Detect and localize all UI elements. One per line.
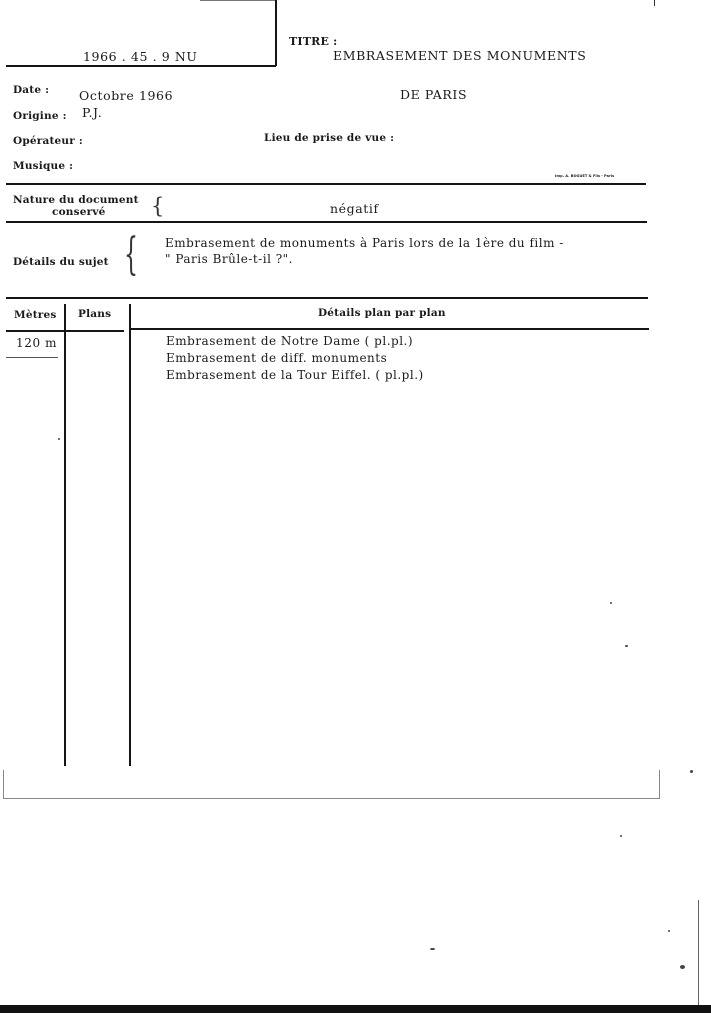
date-value: Octobre 1966 — [79, 88, 174, 103]
table-header-underline-right — [130, 328, 649, 330]
card-left-edge — [3, 770, 4, 798]
scan-speck — [610, 602, 612, 604]
divider-fields — [6, 183, 646, 185]
detail-row-1: Embrasement de Notre Dame ( pl.pl.) — [166, 334, 414, 348]
col-divider-1 — [64, 304, 66, 766]
metres-value: 120 m — [16, 336, 58, 350]
detail-row-3: Embrasement de la Tour Eiffel. ( pl.pl.) — [166, 368, 424, 382]
titre-label: TITRE : — [289, 35, 338, 48]
col-header-plans: Plans — [78, 308, 112, 320]
nature-value: négatif — [330, 201, 379, 216]
sujet-line-2: " Paris Brûle-t-il ?". — [165, 252, 293, 266]
titre-line-1: EMBRASEMENT DES MONUMENTS — [333, 48, 587, 63]
card-right-edge — [659, 770, 660, 798]
titre-line-2: DE PARIS — [400, 87, 468, 102]
origine-label: Origine : — [13, 110, 67, 122]
origine-value: P.J. — [82, 105, 103, 120]
lieu-label: Lieu de prise de vue : — [264, 132, 395, 144]
scan-speck — [620, 835, 622, 837]
divider-nature — [6, 221, 647, 223]
imprint-text: Imp. A. BOGUET & Fils - Paris — [555, 174, 615, 178]
col-header-metres: Mètres — [14, 309, 57, 321]
sujet-line-1: Embrasement de monuments à Paris lors de la 1ère du film - — [165, 236, 564, 250]
corner-tick — [654, 0, 655, 6]
detail-row-2: Embrasement de diff. monuments — [166, 351, 388, 365]
scan-speck — [430, 948, 435, 950]
col-header-details: Détails plan par plan — [318, 307, 446, 319]
header-top-line — [200, 0, 275, 1]
nature-brace: { — [151, 194, 165, 218]
nature-label-line-1: Nature du document — [13, 194, 139, 206]
col-divider-2 — [129, 304, 131, 766]
page-right-edge — [698, 900, 699, 1005]
date-label: Date : — [13, 84, 50, 96]
header-left-border — [275, 0, 277, 66]
sujet-brace: { — [124, 229, 138, 280]
reference-number: 1966 . 45 . 9 NU — [83, 49, 198, 64]
scan-speck — [668, 930, 670, 932]
header-bottom-line — [6, 65, 276, 67]
nature-label-line-2: conservé — [52, 206, 106, 218]
sujet-label: Détails du sujet — [13, 256, 109, 268]
scan-speck — [690, 770, 693, 773]
divider-sujet — [6, 297, 648, 299]
scan-speck — [58, 438, 60, 440]
musique-label: Musique : — [13, 160, 74, 172]
page-bottom-edge — [0, 1005, 711, 1013]
metres-underline — [6, 357, 58, 358]
card-bottom-edge — [3, 798, 660, 799]
scan-speck — [625, 645, 628, 647]
scan-speck — [680, 965, 685, 969]
operateur-label: Opérateur : — [13, 135, 83, 147]
